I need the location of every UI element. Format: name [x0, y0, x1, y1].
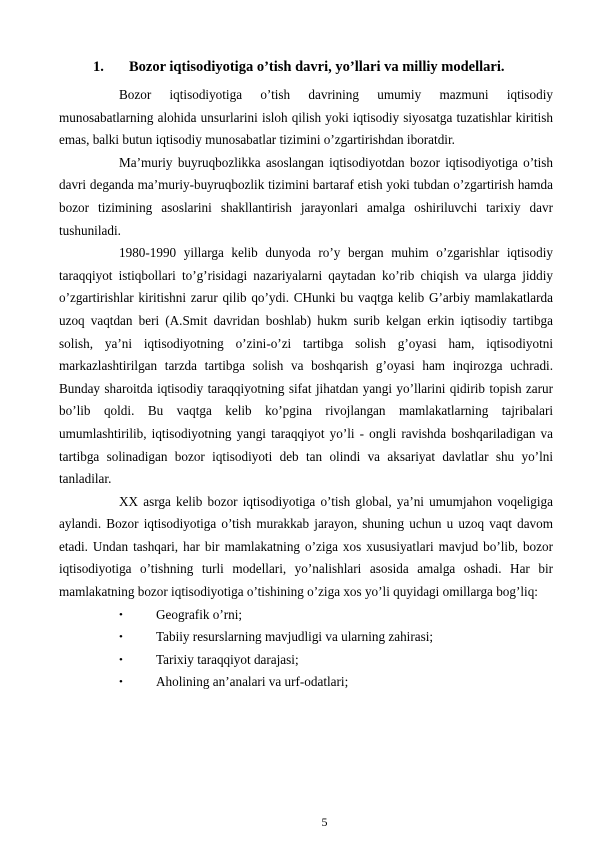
bullet-icon: • [119, 653, 123, 666]
list-item [119, 604, 553, 627]
list-item-text: Tarixiy taraqqiyot darajasi; [156, 651, 299, 667]
paragraph: Ma’muriy buyruqbozlikka asoslangan iqtisodiyotdan bozor iqtisodiyotiga o’tish davri deganda ma’muriy-buyruqbozlik tizimini bartaraf etish yoki tubdan o’zgartirish hamda bozor tizimining asoslarini shakllantirish jarayonlari amalga oshiriluvchi tarixiy davr tushuniladi. [59, 154, 553, 238]
paragraph: XX asrga kelib bozor iqtisodiyotiga o’tish global, ya’ni umumjahon voqeligiga aylandi. Bozor iqtisodiyotiga o’tish murakkab jarayon, shuning uchun u uzoq vaqt davom etadi. Undan tashqari, har bir mamlakatning o’ziga xos xususiyatlari mavjud bo’lib, bozor iqtisodiyotiga o’tishning turli modellari, yo’nalishlari asosida amalga oshadi. Har bir mamlakatning bozor iqtisodiyotiga o’tishining o’ziga xos yo’li quyidagi omillarga bog’liq: [59, 493, 553, 600]
bullet-icon: • [119, 676, 123, 689]
list-item [119, 626, 553, 649]
paragraph: Bozor iqtisodiyotiga o’tish davrining umumiy mazmuni iqtisodiy munosabatlarning alohida unsurlarini isloh qilish yoki iqtisodiy siyosatga tuzatishlar kiritish emas, balki butun iqtisodiy munosabatlar tizimini o’zgartirishdan iboratdir. [59, 87, 553, 148]
bullet-icon: • [119, 631, 123, 644]
factor-list [119, 604, 553, 694]
page-number: 5 [321, 815, 328, 829]
section-number: 1. [93, 59, 104, 75]
bullet-icon: • [119, 608, 123, 621]
paragraph: 1980-1990 yillarga kelib dunyoda ro’y bergan muhim o’zgarishlar iqtisodiy taraqqiyot istiqbollari to’g’risidagi nazariyalarni qaytadan ko’rib chiqish va ularga jiddiy o’zgartirishlar kiritishni zarur qilib qo’ydi. CHunki bu vaqtga kelib G’arbiy mamlakatlarda uzoq vaqtdan beri (A.Smit davridan boshlab) hukm surib kelgan erkin iqtisodiy tartibga solish, ya’ni iqtisodiyotning o’zini-o’zi tartibga solish g’oyasi ham, iqtisodiyotni markazlashtirilgan tarzda tartibga solish va boshqarish g’oyasi ham inqirozga uchradi. Bunday sharoitda iqtisodiy taraqqiyotning sifat jihatdan yangi yo’llarini qidirib topish zarur bo’lib qoldi. Bu vaqtga kelib ko’pgina rivojlangan mamlakatlarning tajribalari umumlashtirilib, iqtisodiyotning yangi taraqqiyot yo’li - ongli ravishda boshqariladigan va tartibga solinadigan bozor iqtisodiyoti deb tan olindi va aksariyat davlatlar shu yo’lni tanladilar. [59, 245, 553, 487]
list-item [119, 671, 553, 694]
section-heading [93, 57, 563, 77]
body-text [59, 84, 553, 694]
list-item [119, 649, 553, 672]
list-item-text: Geografik o’rni; [156, 606, 243, 622]
list-item-text: Tabiiy resurslarning mavjudligi va ularning zahirasi; [156, 629, 434, 645]
section-title: Bozor iqtisodiyotiga o’tish davri, yo’llari va milliy modellari. [129, 59, 505, 75]
list-item-text: Aholining an’analari va urf-odatlari; [156, 674, 349, 690]
